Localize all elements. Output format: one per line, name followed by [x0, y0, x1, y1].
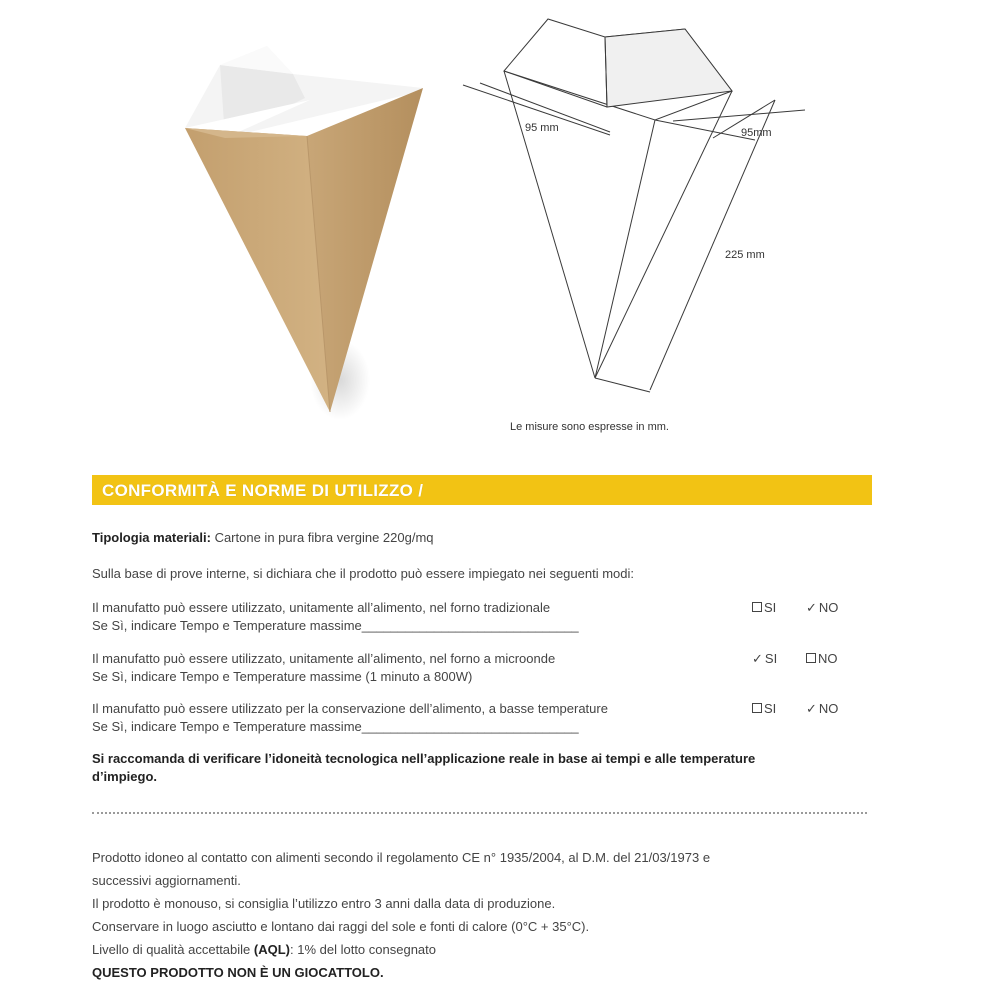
usage-3-line1: Il manufatto può essere utilizzato per la conservazione dell’alimento, a basse temperature — [92, 701, 608, 716]
usage-1-line1: Il manufatto può essere utilizzato, unitamente all’alimento, nel forno tradizionale — [92, 600, 551, 615]
dim-width-right: 95mm — [741, 127, 772, 139]
intro-text: Sulla base di prove interne, si dichiara che il prodotto può essere impiegato nei seguenti modi: — [92, 566, 634, 581]
usage-2-line1: Il manufatto può essere utilizzato, unitamente all’alimento, nel forno a microonde — [92, 651, 556, 666]
material-label: Tipologia materiali: — [92, 530, 211, 545]
footer-single-use: Il prodotto è monouso, si consiglia l’utilizzo entro 3 anni dalla data di produzione. — [92, 896, 556, 911]
aql-value: : 1% del lotto consegnato — [290, 942, 436, 957]
usage-3-line2: Se Sì, indicare Tempo e Temperature massime______________________________ — [92, 719, 579, 734]
footer-regulation-line1: Prodotto idoneo al contatto con alimenti secondo il regolamento CE n° 1935/2004, al D.M. del 21/03/1973 e — [92, 850, 711, 865]
material-row — [92, 530, 434, 545]
usage-1-si-option — [752, 600, 776, 615]
aql-label: (AQL) — [253, 942, 290, 957]
si-label: SI — [764, 701, 777, 716]
material-value: Cartone in pura fibra vergine 220g/mq — [210, 530, 434, 545]
checkbox-empty-icon — [752, 703, 762, 713]
checkmark-icon: ✓ — [752, 651, 763, 666]
footer-regulation-line2: successivi aggiornamenti. — [92, 873, 241, 888]
aql-prefix: Livello di qualità accettabile — [92, 942, 254, 957]
si-label: SI — [764, 600, 777, 615]
usage-2-si-option — [752, 651, 777, 667]
usage-3-no-option — [806, 701, 838, 717]
section-title: CONFORMITÀ E NORME DI UTILIZZO / — [102, 481, 424, 500]
recommendation-line1: Si raccomanda di verificare l’idoneità tecnologica nell’applicazione reale in base ai tempi e alle temperature — [92, 751, 756, 766]
diagram-caption: Le misure sono espresse in mm. — [510, 421, 669, 433]
dim-height: 225 mm — [725, 249, 765, 261]
no-label: NO — [818, 651, 838, 666]
usage-2-line2: Se Sì, indicare Tempo e Temperature massime (1 minuto a 800W) — [92, 669, 473, 684]
section-header-bar — [92, 475, 872, 505]
footer-warning: QUESTO PRODOTTO NON È UN GIOCATTOLO. — [92, 965, 384, 980]
usage-1-line2: Se Sì, indicare Tempo e Temperature massime______________________________ — [92, 618, 579, 633]
no-label: NO — [818, 600, 839, 615]
checkbox-empty-icon — [806, 653, 816, 663]
footer-aql — [92, 942, 436, 957]
si-label: SI — [764, 651, 778, 666]
checkmark-icon: ✓ — [806, 600, 817, 615]
checkmark-icon: ✓ — [806, 701, 817, 716]
usage-1-no-option — [806, 600, 838, 616]
recommendation-line2: d’impiego. — [92, 769, 157, 784]
checkbox-empty-icon — [752, 602, 762, 612]
dotted-divider — [92, 812, 867, 814]
usage-3-si-option — [752, 701, 776, 716]
dimension-diagram — [455, 10, 815, 400]
usage-2-no-option — [806, 651, 838, 666]
no-label: NO — [818, 701, 839, 716]
product-photo-cone — [175, 40, 445, 420]
dim-width-left: 95 mm — [525, 122, 559, 134]
footer-storage: Conservare in luogo asciutto e lontano dai raggi del sole e fonti di calore (0°C + 35°C). — [92, 919, 590, 934]
